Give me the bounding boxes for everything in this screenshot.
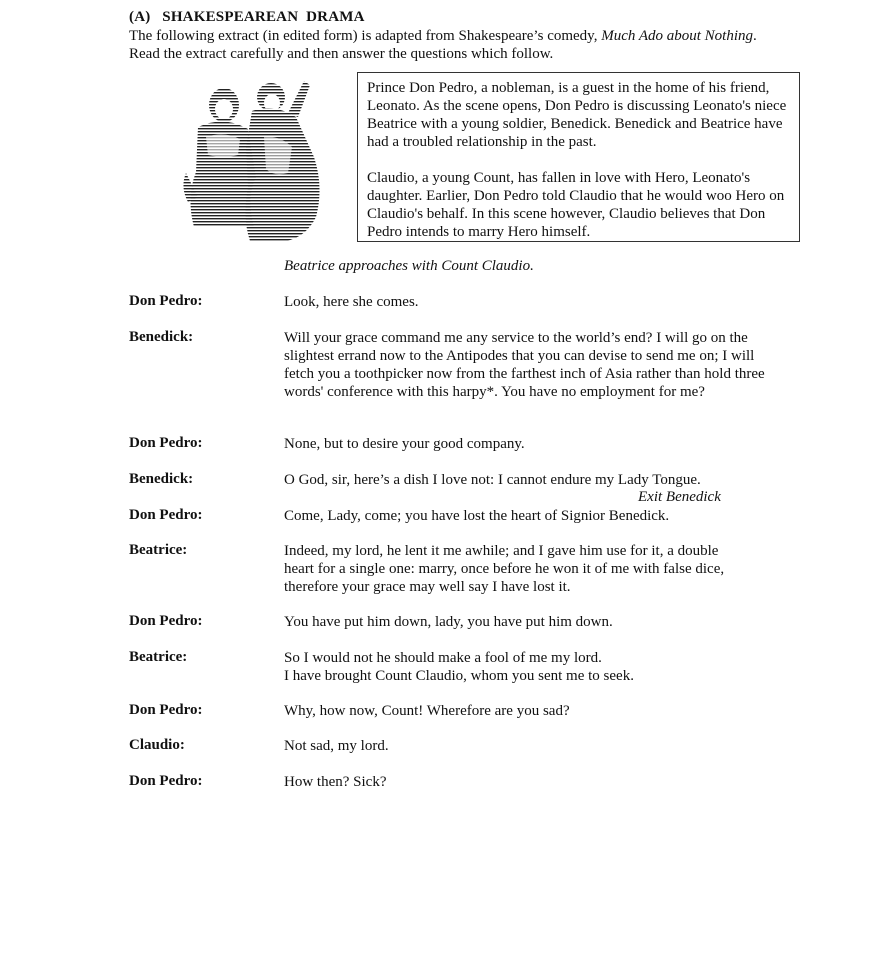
- context-paragraph-2: Claudio, a young Count, has fallen in love with Hero, Leonato's daughter. Earlier, Don Pedro told Claudio that he would woo Hero on Claudio's behalf. In this scene however, Claudio believes that Don Pedro intends to marry Hero himself.: [367, 170, 785, 240]
- stage-direction: Beatrice approaches with Count Claudio.: [284, 258, 534, 274]
- speaker-name: Don Pedro:: [129, 773, 203, 789]
- context-box: [357, 72, 800, 242]
- dialogue-line: Not sad, my lord.: [284, 738, 389, 754]
- speaker-name: Beatrice:: [129, 649, 188, 665]
- intro-text-2: . Read the extract carefully and then answer the questions which follow.: [129, 28, 757, 62]
- dialogue-line: O God, sir, here’s a dish I love not: I cannot endure my Lady Tongue.: [284, 472, 701, 488]
- dialogue-line: You have put him down, lady, you have put him down.: [284, 614, 613, 630]
- context-paragraph-1: Prince Don Pedro, a nobleman, is a guest in the home of his friend, Leonato. As the scene opens, Don Pedro is discussing Leonato's niece Beatrice with a young soldier, Benedick. Benedick and Beatrice have had a troubled relationship in the past.: [367, 80, 787, 150]
- speaker-name: Don Pedro:: [129, 293, 203, 309]
- woman-figure-icon: [183, 88, 256, 227]
- speaker-name: Benedick:: [129, 329, 194, 345]
- speaker-name: Don Pedro:: [129, 507, 203, 523]
- dialogue-line: Come, Lady, come; you have lost the heart of Signior Benedick.: [284, 508, 670, 524]
- dialogue-line: Why, how now, Count! Wherefore are you sad?: [284, 703, 570, 719]
- speaker-name: Beatrice:: [129, 542, 188, 558]
- dialogue-line: Indeed, my lord, he lent it me awhile; and I gave him use for it, a double heart for a single one: marry, once before he won it of me with false dice, therefore your grace may well say I have lost it.: [284, 543, 725, 595]
- intro-paragraph: [129, 27, 769, 63]
- section-heading: (A) SHAKESPEAREAN DRAMA: [129, 9, 365, 25]
- play-title: Much Ado about Nothing: [601, 28, 754, 44]
- dialogue-line: How then? Sick?: [284, 774, 387, 790]
- engraving-illustration-icon: [176, 77, 326, 243]
- speaker-name: Don Pedro:: [129, 613, 203, 629]
- speaker-name: Benedick:: [129, 471, 194, 487]
- speaker-name: Don Pedro:: [129, 702, 203, 718]
- exit-stage-direction: Exit Benedick: [638, 489, 721, 505]
- dialogue-line: Will your grace command me any service to the world’s end? I will go on the slightest errand now to the Antipodes that you can devise to send me on; I will fetch you a toothpicker now from the farthest inch of Asia rather than hold three words' conference with this harpy*. You have no employment for me?: [284, 330, 765, 400]
- intro-text-1: The following extract (in edited form) is adapted from Shakespeare’s comedy,: [129, 28, 602, 44]
- speaker-name: Claudio:: [129, 737, 185, 753]
- dialogue-line: Look, here she comes.: [284, 294, 419, 310]
- man-figure-icon: [245, 81, 319, 241]
- dialogue-line: So I would not he should make a fool of me my lord. I have brought Count Claudio, whom you sent me to seek.: [284, 650, 634, 684]
- speaker-name: Don Pedro:: [129, 435, 203, 451]
- dialogue-line: None, but to desire your good company.: [284, 436, 525, 452]
